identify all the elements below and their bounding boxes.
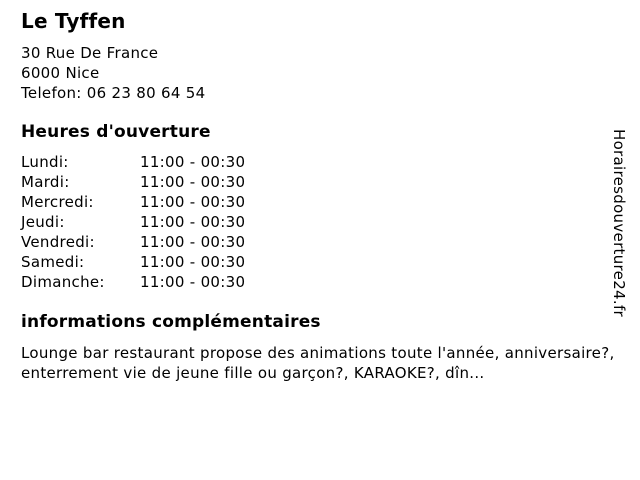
hours-row-wednesday [21,192,245,212]
hours-row-saturday [21,252,245,272]
hours-row-friday [21,232,245,252]
address-street: 30 Rue De France [21,44,159,62]
day-label: Jeudi: [21,213,65,231]
day-time: 11:00 - 00:30 [140,153,246,171]
address-block [21,43,205,103]
day-label: Vendredi: [21,233,95,251]
day-time: 11:00 - 00:30 [140,213,246,231]
day-label: Samedi: [21,253,85,271]
day-label: Dimanche: [21,273,105,291]
day-label: Mercredi: [21,193,94,211]
hours-row-monday [21,152,245,172]
hours-row-sunday [21,272,245,292]
day-time: 11:00 - 00:30 [140,173,246,191]
additional-info-text: Lounge bar restaurant propose des animations toute l'année, anniversaire?, enterrement vie de jeune fille ou garçon?, KARAOKE?, dîn... [21,344,615,382]
site-watermark: Horairesdouverture24.fr [610,129,628,317]
day-time: 11:00 - 00:30 [140,233,246,251]
page-title: Le Tyffen [21,9,126,33]
day-time: 11:00 - 00:30 [140,253,246,271]
hours-heading: Heures d'ouverture [21,122,211,142]
day-label: Mardi: [21,173,70,191]
hours-row-tuesday [21,172,245,192]
day-time: 11:00 - 00:30 [140,193,246,211]
phone-line: Telefon: 06 23 80 64 54 [21,84,206,102]
address-city: 6000 Nice [21,64,100,82]
additional-info-heading: informations complémentaires [21,312,321,332]
day-label: Lundi: [21,153,69,171]
hours-table [21,152,245,292]
day-time: 11:00 - 00:30 [140,273,246,291]
hours-row-thursday [21,212,245,232]
